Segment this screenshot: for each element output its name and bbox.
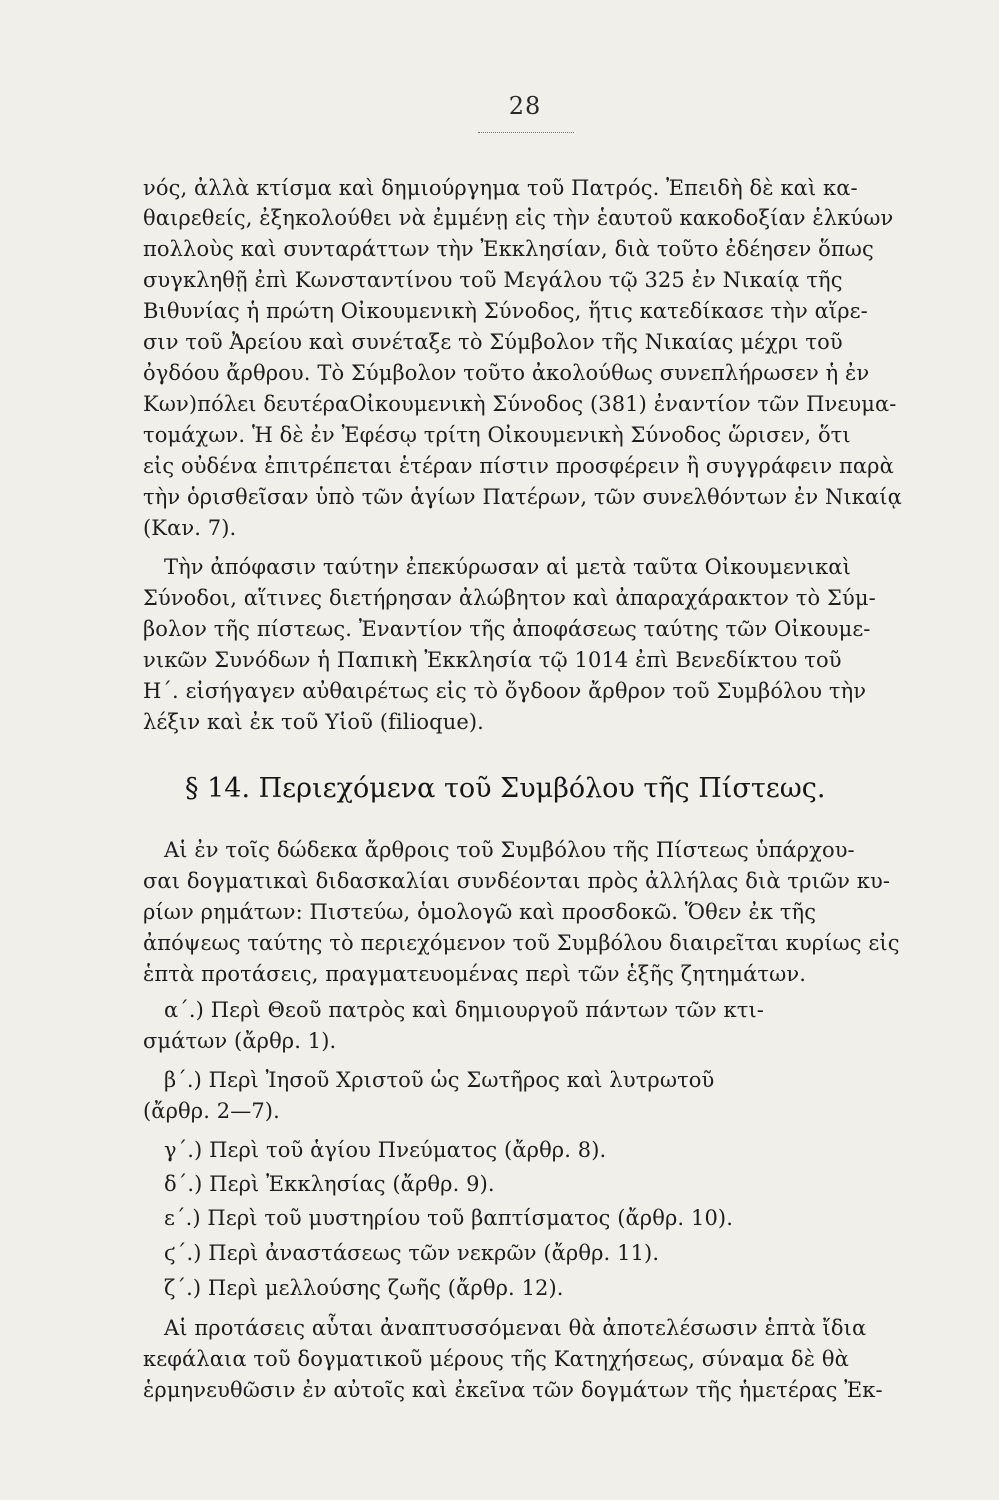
text-line: τομάχων. Ἡ δὲ ἐν Ἐφέσῳ τρίτη Οἰκουμενικὴ Σύνοδος ὥρισεν, ὅτι xyxy=(143,423,851,447)
text-line: εἰς οὐδένα ἐπιτρέπεται ἑτέραν πίστιν προσφέρειν ἢ συγγράφειν παρὰ xyxy=(143,454,894,478)
list-item: ϛ΄.) Περὶ ἀναστάσεως τῶν νεκρῶν (ἄρθρ. 11). xyxy=(164,1241,660,1265)
text-line: Κων)πόλει δευτέραΟἰκουμενικὴ Σύνοδος (381) ἐναντίον τῶν Πνευμα- xyxy=(143,392,897,416)
text-line: κεφάλαια τοῦ δογματικοῦ μέρους τῆς Κατηχήσεως, σύναμα δὲ θὰ xyxy=(143,1347,849,1371)
text-line: Αἱ προτάσεις αὗται ἀναπτυσσόμεναι θὰ ἀποτελέσωσιν ἑπτὰ ἴδια xyxy=(164,1316,867,1340)
text-line: ἑρμηνευθῶσιν ἐν αὐτοῖς καὶ ἐκεῖνα τῶν δογμάτων τῆς ἡμετέρας Ἐκ- xyxy=(143,1378,883,1402)
text-line: τὴν ὁρισθεῖσαν ὑπὸ τῶν ἁγίων Πατέρων, τῶν συνελθόντων ἐν Νικαίᾳ xyxy=(143,485,902,509)
list-item: ζ΄.) Περὶ μελλούσης ζωῆς (ἄρθρ. 12). xyxy=(164,1276,564,1300)
list-item: σμάτων (ἄρθρ. 1). xyxy=(143,1029,337,1053)
text-line: λέξιν καὶ ἐκ τοῦ Υἱοῦ (filioque). xyxy=(143,710,484,734)
list-item: δ΄.) Περὶ Ἐκκλησίας (ἄρθρ. 9). xyxy=(164,1172,495,1196)
list-item: β΄.) Περὶ Ἰησοῦ Χριστοῦ ὡς Σωτῆρος καὶ λυτρωτοῦ xyxy=(164,1068,715,1092)
text-line: Βιθυνίας ἡ πρώτη Οἰκουμενικὴ Σύνοδος, ἥτις κατεδίκασε τὴν αἵρε- xyxy=(143,299,868,323)
text-line: ἑπτὰ προτάσεις, πραγματευομένας περὶ τῶν ἑξῆς ζητημάτων. xyxy=(143,962,806,986)
text-line: πολλοὺς καὶ συνταράττων τὴν Ἐκκλησίαν, διὰ τοῦτο ἐδέησεν ὅπως xyxy=(143,237,874,261)
list-item: ε΄.) Περὶ τοῦ μυστηρίου τοῦ βαπτίσματος (ἄρθρ. 10). xyxy=(164,1206,733,1230)
text-line: βολον τῆς πίστεως. Ἐναντίον τῆς ἀποφάσεως ταύτης τῶν Οἰκουμε- xyxy=(143,617,871,641)
text-line: συγκληθῇ ἐπὶ Κωνσταντίνου τοῦ Μεγάλου τῷ 325 ἐν Νικαίᾳ τῆς xyxy=(143,268,843,292)
text-line: Σύνοδοι, αἵτινες διετήρησαν ἀλώβητον καὶ ἀπαραχάρακτον τὸ Σύμ- xyxy=(143,586,876,610)
text-line: ὀγδόου ἄρθρου. Τὸ Σύμβολον τοῦτο ἀκολούθως συνεπλήρωσεν ἡ ἐν xyxy=(143,361,870,385)
list-item: (ἄρθρ. 2—7). xyxy=(143,1099,280,1123)
text-line: θαιρεθείς, ἐξηκολούθει νὰ ἐμμένῃ εἰς τὴν ἑαυτοῦ κακοδοξίαν ἑλκύων xyxy=(143,206,894,230)
text-line: νικῶν Συνόδων ἡ Παπικὴ Ἐκκλησία τῷ 1014 ἐπὶ Βενεδίκτου τοῦ xyxy=(143,648,842,672)
text-line: σιν τοῦ Ἀρείου καὶ συνέταξε τὸ Σύμβολον τῆς Νικαίας μέχρι τοῦ xyxy=(143,330,843,354)
list-item: α΄.) Περὶ Θεοῦ πατρὸς καὶ δημιουργοῦ πάντων τῶν κτι- xyxy=(164,998,764,1022)
section-heading: § 14. Περιεχόμενα τοῦ Συμβόλου τῆς Πίστεως. xyxy=(185,773,826,804)
page-number-rule xyxy=(478,132,574,133)
text-line: ἀπόψεως ταύτης τὸ περιεχόμενον τοῦ Συμβόλου διαιρεῖται κυρίως εἰς xyxy=(143,931,900,955)
text-line: νός, ἀλλὰ κτίσμα καὶ δημιούργημα τοῦ Πατρός. Ἐπειδὴ δὲ καὶ κα- xyxy=(143,176,858,200)
text-line: (Καν. 7). xyxy=(143,516,237,540)
text-line: ρίων ρημάτων: Πιστεύω, ὁμολογῶ καὶ προσδοκῶ. Ὅθεν ἐκ τῆς xyxy=(143,900,817,924)
page-number: 28 xyxy=(508,92,542,120)
text-line: Αἱ ἐν τοῖς δώδεκα ἄρθροις τοῦ Συμβόλου τῆς Πίστεως ὑπάρχου- xyxy=(164,838,855,862)
text-line: Η΄. εἰσήγαγεν αὐθαιρέτως εἰς τὸ ὄγδοον ἄρθρον τοῦ Συμβόλου τὴν xyxy=(143,679,867,703)
text-line: σαι δογματικαὶ διδασκαλίαι συνδέονται πρὸς ἀλλήλας διὰ τριῶν κυ- xyxy=(143,869,891,893)
text-line: Τὴν ἀπόφασιν ταύτην ἐπεκύρωσαν αἱ μετὰ ταῦτα Οἰκουμενικαὶ xyxy=(164,555,851,579)
list-item: γ΄.) Περὶ τοῦ ἁγίου Πνεύματος (ἄρθρ. 8). xyxy=(164,1138,607,1162)
